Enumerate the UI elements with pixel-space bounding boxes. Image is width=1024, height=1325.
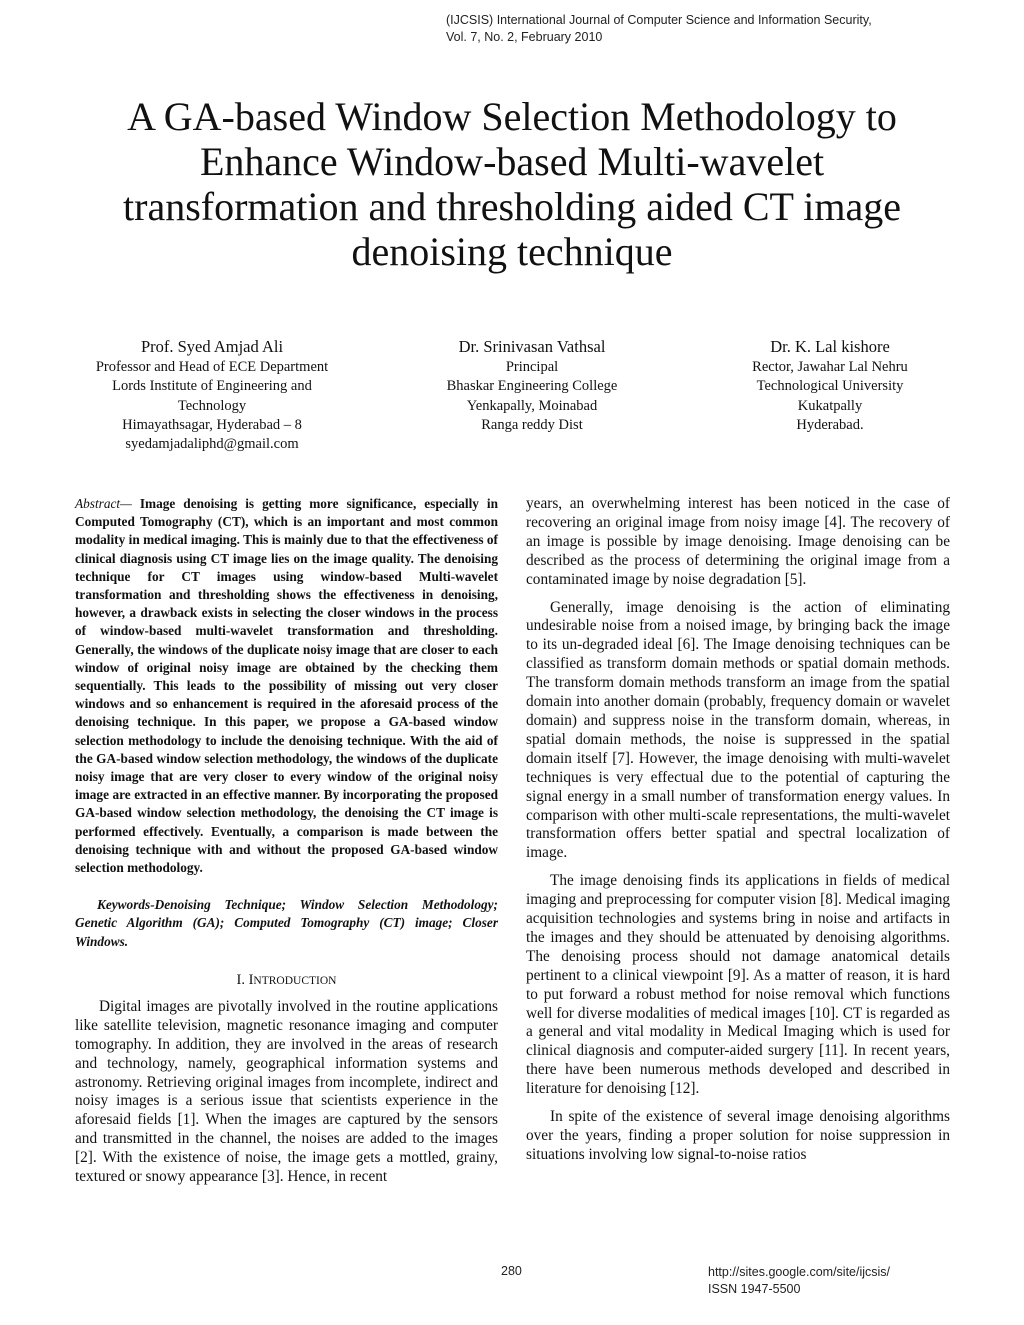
title-line: A GA-based Window Selection Methodology to: [127, 94, 897, 139]
author-affiliation: Rector, Jawahar Lal Nehru: [752, 359, 908, 375]
journal-header: [446, 12, 872, 46]
title-line: denoising technique: [351, 229, 673, 274]
author-affiliation: Professor and Head of ECE Department: [95, 359, 329, 375]
title-line: transformation and thresholding aided CT image: [123, 184, 901, 229]
author-block-3: [692, 336, 968, 435]
section-heading: [75, 971, 498, 990]
author-affiliation: Principal: [505, 359, 559, 375]
left-column: [75, 495, 498, 1187]
body-paragraph: Generally, image denoising is the action of eliminating undesirable noise from a noised image, by bringing back the image to its un-degraded ideal [6]. The Image denoising techniques can be classified as transform domain methods or spatial domain methods. The transform domain methods transform an image from the spatial domain into another domain (probably, frequency domain or wavelet domain) and suppress noise in the transform domain, whereas, in spatial domain methods, the noise is suppressed in the spatial domain itself [7]. However, the image denoising with multi-wavelet techniques is very effectual due to the potential of capturing the signal energy in a small number of transformation energy values. In comparison with other multi-scale representations, the multi-wavelet transformation offers better spatial and spectral localization of image.: [526, 598, 950, 862]
author-email: syedamjadaliphd@gmail.com: [125, 436, 299, 453]
author-block-1: [62, 336, 362, 454]
author-affiliation: Bhaskar Engineering College: [446, 378, 618, 395]
body-paragraph: In spite of the existence of several image denoising algorithms over the years, finding a proper solution for noise suppression in situations involving low signal-to-noise ratios: [526, 1108, 950, 1163]
author-name: Dr. Srinivasan Vathsal: [458, 337, 606, 356]
author-affiliation: Hyderabad.: [796, 416, 864, 433]
keywords: Keywords-Denoising Technique; Window Selection Methodology; Genetic Algorithm (GA); Computed Tomography (CT) image; Closer Windows.: [75, 897, 498, 949]
journal-header-line2: Vol. 7, No. 2, February 2010: [446, 30, 603, 44]
author-affiliation: Ranga reddy Dist: [481, 416, 583, 433]
footer-url: http://sites.google.com/site/ijcsis/: [708, 1265, 891, 1279]
author-affiliation: Lords Institute of Engineering and: [112, 378, 312, 395]
section-number: I. I: [236, 971, 254, 988]
page-number: 280: [501, 1264, 522, 1278]
body-paragraph: Digital images are pivotally involved in the routine applications like satellite television, magnetic resonance imaging and computer tomography. In addition, they are involved in the areas of research and technology, namely, geographical information systems and astronomy. Retrieving original images from incomplete, indirect and noisy images is a serious issue that scientists experience in the aforesaid fields [1]. When the images are captured by the sensors and transmitted in the channel, the noises are added to the images [2]. With the existence of noise, the image gets a mottled, grainy, textured or snowy appearance [3]. Hence, in recent: [75, 997, 498, 1186]
body-paragraph: years, an overwhelming interest has been noticed in the case of recovering an original image from noisy image [4]. The recovery of an image is possible by image denoising. Image denoising can be described as the process of determining the original image from a contaminated image by noise degradation [5].: [526, 495, 950, 588]
footer-issn: ISSN 1947-5500: [708, 1282, 801, 1296]
journal-header-line1: (IJCSIS) International Journal of Computer Science and Information Security,: [446, 13, 872, 27]
abstract-label: Abstract—: [75, 496, 132, 511]
footer-info: [708, 1264, 890, 1298]
author-name: Prof. Syed Amjad Ali: [140, 337, 284, 356]
author-affiliation: Yenkapally, Moinabad: [466, 397, 598, 414]
abstract: [75, 495, 498, 877]
author-affiliation: Technological University: [756, 378, 904, 395]
author-block-2: [392, 336, 672, 435]
title-line: Enhance Window-based Multi-wavelet: [199, 139, 825, 184]
author-name: Dr. K. Lal kishore: [770, 337, 890, 356]
paper-title: [60, 94, 964, 274]
author-affiliation: Technology: [177, 397, 247, 414]
abstract-text: Image denoising is getting more significance, especially in Computed Tomography (CT), which is an important and most common modality in medical imaging. This is mainly due to that the effectiveness of clinical diagnosis using CT image lies on the image quality. The denoising technique for CT images using window-based Multi-wavelet transformation and thresholding shows the effectiveness in denoising, however, a drawback exists in selecting the closer windows in the process of window-based multi-wavelet transformation and thresholding. Generally, the windows of the duplicate noisy image that are closer to each window of original noisy image are obtained by the checking them sequentially. This leads to the possibility of missing out very closer windows and so enhancement is required in the aforesaid process of the denoising technique. In this paper, we propose a GA-based window selection methodology to include the denoising technique. With the aid of the GA-based window selection methodology, the windows of the duplicate noisy image that are very closer to every window of the original noisy image are extracted in an effective manner. By incorporating the proposed GA-based window selection methodology, the denoising the CT image is performed effectively. Eventually, a comparison is made between the denoising technique with and without the proposed GA-based window selection methodology.: [75, 496, 498, 876]
section-title-text: NTRODUCTION: [253, 974, 337, 987]
author-affiliation: Himayathsagar, Hyderabad – 8: [122, 416, 302, 433]
author-affiliation: Kukatpally: [797, 397, 863, 414]
body-paragraph: The image denoising finds its applications in fields of medical imaging and preprocessing for computer vision [8]. Medical imaging acquisition technologies and systems bring in noise and artifacts in the images and they should be attenuated by denoising algorithms. The denoising process should not damage anatomical details pertinent to a clinical viewpoint [9]. As a matter of reason, it is hard to put forward a robust method for noise removal which functions well for diverse modalities of medical images [10]. CT is regarded as a general and vital modality in Medical Imaging which is used for clinical diagnosis and computer-aided surgery [11]. In recent years, there have been numerous methods developed and described in literature for denoising [12].: [526, 872, 950, 1098]
right-column: [526, 495, 950, 1165]
